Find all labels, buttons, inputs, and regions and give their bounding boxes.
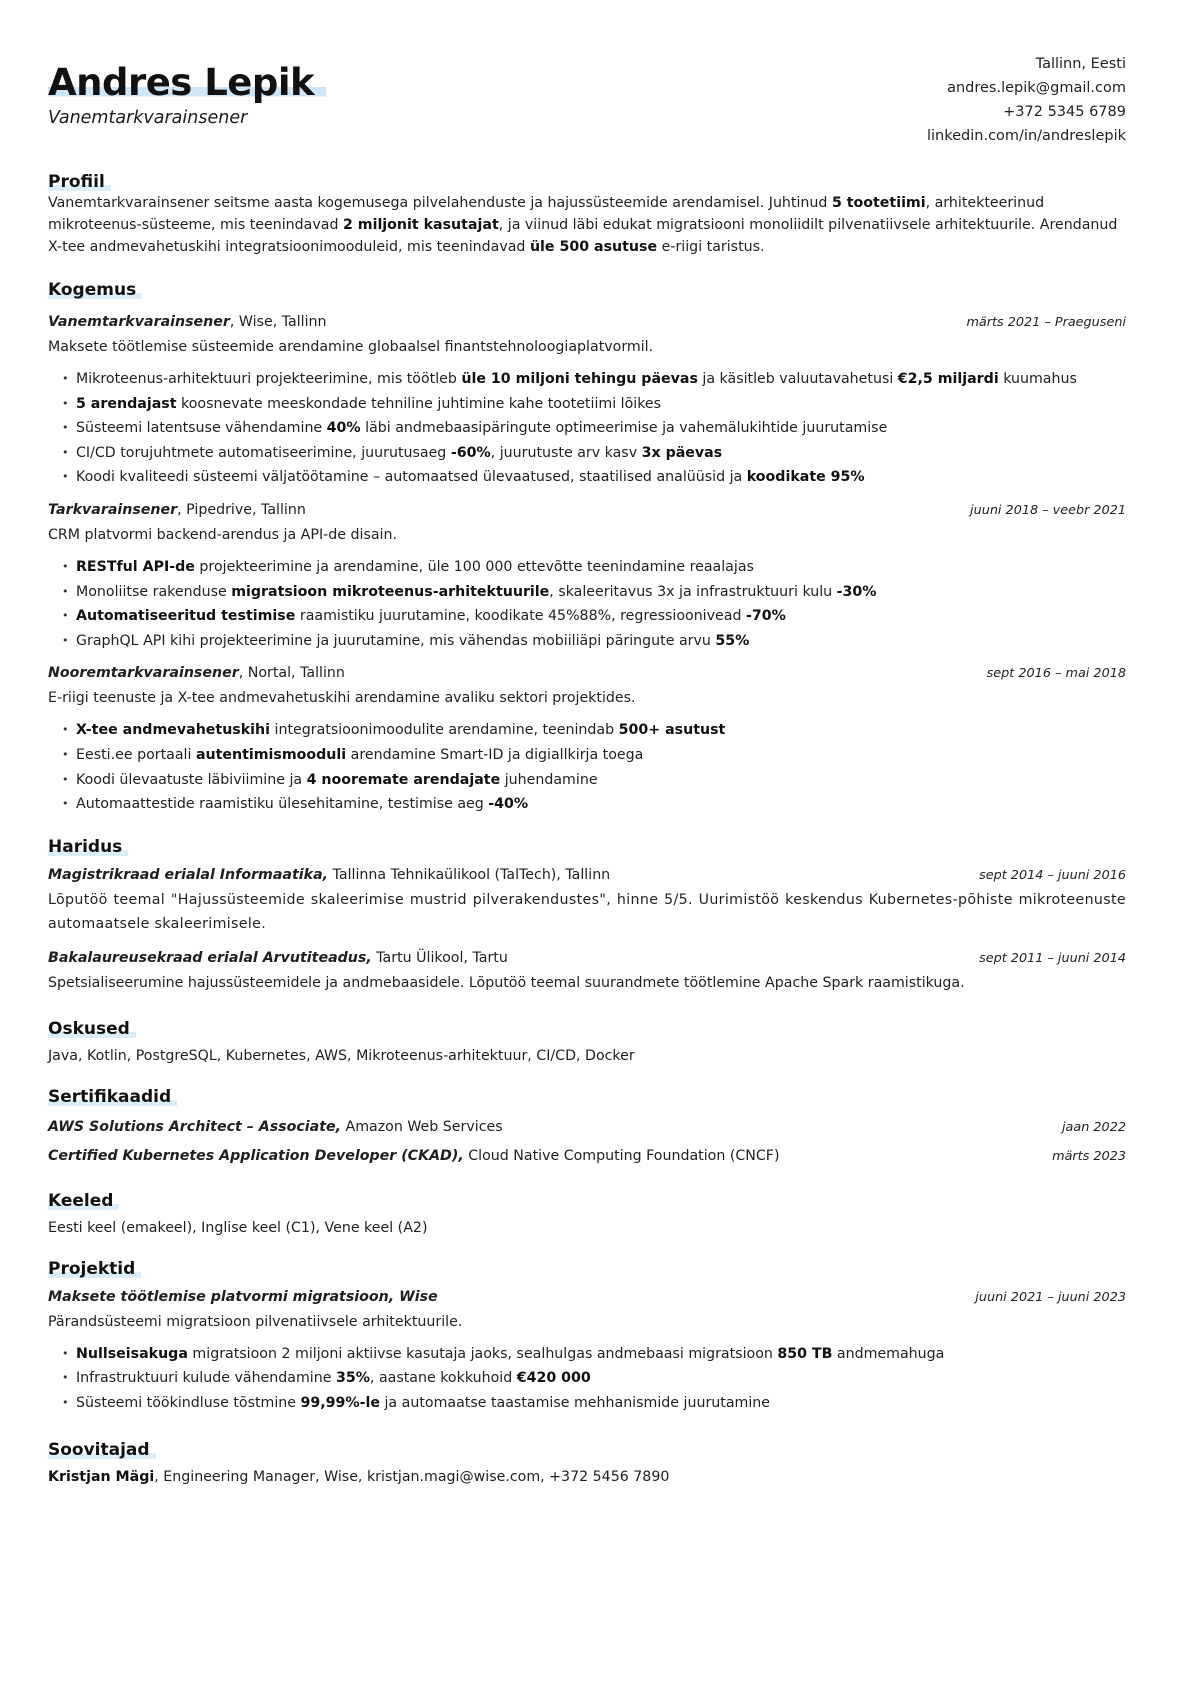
emphasis-text: migratsioon mikroteenus-arhitektuurile xyxy=(231,583,550,600)
emphasis-text: -30% xyxy=(836,583,877,600)
resume-header xyxy=(48,52,1126,148)
emphasis-text: koodikate 95% xyxy=(746,469,865,486)
job-role: Tarkvarainsener xyxy=(48,501,178,518)
project-name: Maksete töötlemise platvormi migratsioon, Wise xyxy=(48,1288,438,1305)
text-run: GraphQL API kihi projekteerimine ja juurutamine, mis vähendas mobiiliäpi päringute arvu xyxy=(76,632,716,649)
emphasis-text: 5 tootetiimi xyxy=(831,195,926,211)
project-entry xyxy=(48,1285,1126,1416)
text-run: CI/CD torujuhtmete automatiseerimine, juurutusaeg xyxy=(76,444,451,461)
bullet-item xyxy=(62,743,1126,768)
emphasis-text: üle 10 miljoni tehingu päevas xyxy=(461,371,698,387)
references-section xyxy=(48,1430,1126,1488)
text-run: , arhitekteerinud mikroteenus-süsteeme, mis teenindavad xyxy=(48,195,1045,233)
bullet-item xyxy=(62,718,1126,743)
education-school: Tallinna Tehnikaülikool (TalTech), Tallinn xyxy=(328,866,611,883)
section-title-skills: Oskused xyxy=(48,1017,136,1041)
emphasis-text: 4 nooremate arendajate xyxy=(306,771,501,788)
experience-section xyxy=(48,270,1126,817)
emphasis-text: 2 miljonit kasutajat xyxy=(342,217,499,233)
text-run: Infrastruktuuri kulude vähendamine xyxy=(76,1370,336,1387)
text-run: Süsteemi töökindluse tõstmine xyxy=(76,1394,301,1411)
education-dates: sept 2011 – juuni 2014 xyxy=(979,950,1126,966)
text-run: , skaleeritavus 3x ja infrastruktuuri kulu xyxy=(549,583,837,600)
name-block xyxy=(48,52,326,130)
bullet-item xyxy=(62,367,1126,392)
contact-location: Tallinn, Eesti xyxy=(1035,56,1126,72)
text-run: , juurutuste arv kasv xyxy=(490,444,642,461)
bullet-item xyxy=(62,1391,1126,1416)
certificate-item xyxy=(48,1142,1126,1171)
contact-block xyxy=(927,52,1126,148)
projects-section xyxy=(48,1249,1126,1416)
education-entry xyxy=(48,946,1126,995)
emphasis-text: -70% xyxy=(745,608,786,625)
project-dates: juuni 2021 – juuni 2023 xyxy=(975,1289,1126,1305)
job-description: CRM platvormi backend-arendus ja API-de disain. xyxy=(48,526,397,543)
text-run: raamistiku juurutamine, koodikate 45%88%, regressioonivead xyxy=(295,608,746,625)
job-bullets xyxy=(48,718,1126,816)
job-description: Maksete töötlemise süsteemide arendamine globaalsel finantstehnoloogiaplatvormil. xyxy=(48,339,654,355)
job-title-line xyxy=(48,310,327,334)
bullet-item xyxy=(62,604,1126,629)
text-run: Automaattestide raamistiku ülesehitamine, testimise aeg xyxy=(76,796,489,813)
candidate-title: Vanemtarkvarainsener xyxy=(48,108,248,128)
job-dates: sept 2016 – mai 2018 xyxy=(986,666,1126,682)
emphasis-text: 35% xyxy=(335,1370,370,1387)
emphasis-text: €2,5 miljardi xyxy=(897,371,999,387)
bullet-item xyxy=(62,441,1126,466)
text-run: Süsteemi latentsuse vähendamine xyxy=(76,420,327,437)
text-run: andmemahuga xyxy=(832,1345,945,1362)
project-description: Pärandsüsteemi migratsioon pilvenatiivsele arhitektuurile. xyxy=(48,1313,463,1330)
certificate-date: jaan 2022 xyxy=(1062,1119,1126,1135)
skills-list: Java, Kotlin, PostgreSQL, Kubernetes, AWS, Mikroteenus-arhitektuur, CI/CD, Docker xyxy=(48,1047,635,1064)
profile-section xyxy=(48,162,1126,258)
emphasis-text: Nullseisakuga xyxy=(76,1345,188,1362)
job-company: , Pipedrive, Tallinn xyxy=(177,501,306,518)
emphasis-text: autentimismooduli xyxy=(195,746,347,763)
text-run: , aastane kokkuhoid xyxy=(369,1370,517,1387)
job-entry xyxy=(48,661,1126,816)
text-run: ja käsitleb valuutavahetusi xyxy=(697,371,898,387)
emphasis-text: RESTful API-de xyxy=(76,558,195,575)
bullet-item xyxy=(62,416,1126,441)
emphasis-text: üle 500 asutuse xyxy=(529,239,658,255)
certificate-date: märts 2023 xyxy=(1052,1148,1126,1164)
text-run: läbi andmebaasipäringute optimeerimise ja vahemälukihtide juurutamise xyxy=(360,420,888,437)
text-run: Vanemtarkvarainsener seitsme aasta kogemusega pilvelahenduste ja hajussüsteemide arendamisel. Juhtinud xyxy=(48,195,832,211)
education-title-line xyxy=(48,946,508,970)
emphasis-text: 5 arendajast xyxy=(76,395,177,412)
bullet-item xyxy=(62,465,1126,490)
reference-item xyxy=(48,1466,1126,1488)
education-description: Spetsialiseerumine hajussüsteemidele ja andmebaasidele. Lõputöö teemal suurandmete töötlemine Apache Spark raamistikuga. xyxy=(48,974,965,991)
job-dates: märts 2021 – Praeguseni xyxy=(966,315,1126,330)
text-run: Monoliitse rakenduse xyxy=(76,583,232,600)
job-entry xyxy=(48,310,1126,490)
certificate-issuer: Amazon Web Services xyxy=(341,1118,503,1135)
reference-name: Kristjan Mägi xyxy=(48,1468,155,1485)
languages-section xyxy=(48,1181,1126,1239)
text-run: projekteerimine ja arendamine, üle 100 000 ettevõtte teenindamine reaalajas xyxy=(194,558,754,575)
contact-email[interactable]: andres.lepik@gmail.com xyxy=(947,80,1126,96)
contact-linkedin[interactable]: linkedin.com/in/andreslepik xyxy=(926,128,1126,144)
bullet-item xyxy=(62,768,1126,793)
text-run: Mikroteenus-arhitektuuri projekteerimine, mis töötleb xyxy=(76,371,462,387)
text-run: juhendamine xyxy=(500,771,598,788)
job-company: , Nortal, Tallinn xyxy=(238,665,345,682)
education-degree: Magistrikraad erialal Informaatika, xyxy=(48,866,329,883)
job-title-line xyxy=(48,661,345,685)
text-run: Koodi ülevaatuste läbiviimine ja xyxy=(76,771,307,788)
job-role: Vanemtarkvarainsener xyxy=(48,314,230,330)
emphasis-text: X-tee andmevahetuskihi xyxy=(76,722,271,739)
text-run: Eesti.ee portaali xyxy=(76,746,196,763)
text-run: e-riigi taristus. xyxy=(657,239,765,255)
job-description: E-riigi teenuste ja X-tee andmevahetuskihi arendamine avaliku sektori projektides. xyxy=(48,690,636,707)
bullet-item xyxy=(62,1342,1126,1367)
job-entry xyxy=(48,498,1126,653)
section-title-projects: Projektid xyxy=(48,1257,141,1281)
languages-list: Eesti keel (emakeel), Inglise keel (C1), Vene keel (A2) xyxy=(48,1219,428,1236)
certificate-name: AWS Solutions Architect – Associate, xyxy=(48,1118,341,1135)
section-title-references: Soovitajad xyxy=(48,1438,156,1462)
job-dates: juuni 2018 – veebr 2021 xyxy=(970,502,1126,518)
profile-text xyxy=(48,192,1126,258)
education-degree: Bakalaureusekraad erialal Arvutiteadus, xyxy=(48,949,372,966)
reference-details: , Engineering Manager, Wise, kristjan.magi@wise.com, +372 5456 7890 xyxy=(154,1468,670,1485)
section-title-profile: Profiil xyxy=(48,170,111,194)
emphasis-text: 850 TB xyxy=(777,1345,833,1362)
text-run: kuumahus xyxy=(998,371,1077,387)
job-company: , Wise, Tallinn xyxy=(229,314,327,330)
job-title-line xyxy=(48,498,306,522)
bullet-item xyxy=(62,392,1126,417)
text-run: Koodi kvaliteedi süsteemi väljatöötamine – automaatsed ülevaatused, staatilised analüüsid ja xyxy=(76,469,747,486)
education-entry xyxy=(48,863,1126,936)
education-school: Tartu Ülikool, Tartu xyxy=(371,949,508,966)
education-section xyxy=(48,827,1126,995)
emphasis-text: 500+ asutust xyxy=(618,722,726,739)
emphasis-text: 99,99%-le xyxy=(300,1394,380,1411)
job-bullets xyxy=(48,555,1126,653)
candidate-name: Andres Lepik xyxy=(48,62,326,104)
education-dates: sept 2014 – juuni 2016 xyxy=(979,867,1126,883)
emphasis-text: -60% xyxy=(450,444,491,461)
emphasis-text: 3x päevas xyxy=(641,444,723,461)
emphasis-text: Automatiseeritud testimise xyxy=(76,608,296,625)
job-role: Nooremtarkvarainsener xyxy=(48,665,239,682)
education-title-line xyxy=(48,863,610,887)
section-title-experience: Kogemus xyxy=(48,278,142,302)
section-title-languages: Keeled xyxy=(48,1189,119,1213)
certificates-section xyxy=(48,1077,1126,1171)
emphasis-text: 40% xyxy=(326,420,361,437)
text-run: , ja viinud läbi edukat migratsiooni monoliidilt pilvenatiivsele arhitektuurile. Arendanud X-tee andmevahetuskihi integratsioonimooduleid, mis teenindavad xyxy=(48,217,1118,255)
text-run: arendamine Smart-ID ja digiallkirja toega xyxy=(346,746,644,763)
contact-phone[interactable]: +372 5345 6789 xyxy=(1003,104,1126,120)
text-run: integratsioonimoodulite arendamine, teenindab xyxy=(270,722,619,739)
text-run: ja automaatse taastamise mehhanismide juurutamine xyxy=(379,1394,771,1411)
text-run: koosnevate meeskondade tehniline juhtimine kahe tootetiimi lõikes xyxy=(176,395,662,412)
bullet-item xyxy=(62,629,1126,654)
emphasis-text: -40% xyxy=(488,796,529,813)
job-bullets xyxy=(48,367,1126,490)
emphasis-text: 55% xyxy=(715,632,750,649)
emphasis-text: €420 000 xyxy=(516,1370,591,1387)
education-description: Lõputöö teemal "Hajussüsteemide skaleerimise mustrid pilverakendustes", hinne 5/5. Uurimistöö keskendus Kubernetes-põhiste mikroteenuste automaatsele skaleerimisele. xyxy=(48,891,1126,932)
bullet-item xyxy=(62,1366,1126,1391)
certificate-item xyxy=(48,1113,1126,1142)
section-title-certificates: Sertifikaadid xyxy=(48,1085,177,1109)
project-bullets xyxy=(48,1342,1126,1416)
certificate-name: Certified Kubernetes Application Developer (CKAD), xyxy=(48,1147,464,1164)
skills-section xyxy=(48,1009,1126,1067)
bullet-item xyxy=(62,555,1126,580)
section-title-education: Haridus xyxy=(48,835,128,859)
bullet-item xyxy=(62,580,1126,605)
certificate-issuer: Cloud Native Computing Foundation (CNCF) xyxy=(463,1147,780,1164)
bullet-item xyxy=(62,792,1126,817)
text-run: migratsioon 2 miljoni aktiivse kasutaja jaoks, sealhulgas andmebaasi migratsioon xyxy=(187,1345,778,1362)
